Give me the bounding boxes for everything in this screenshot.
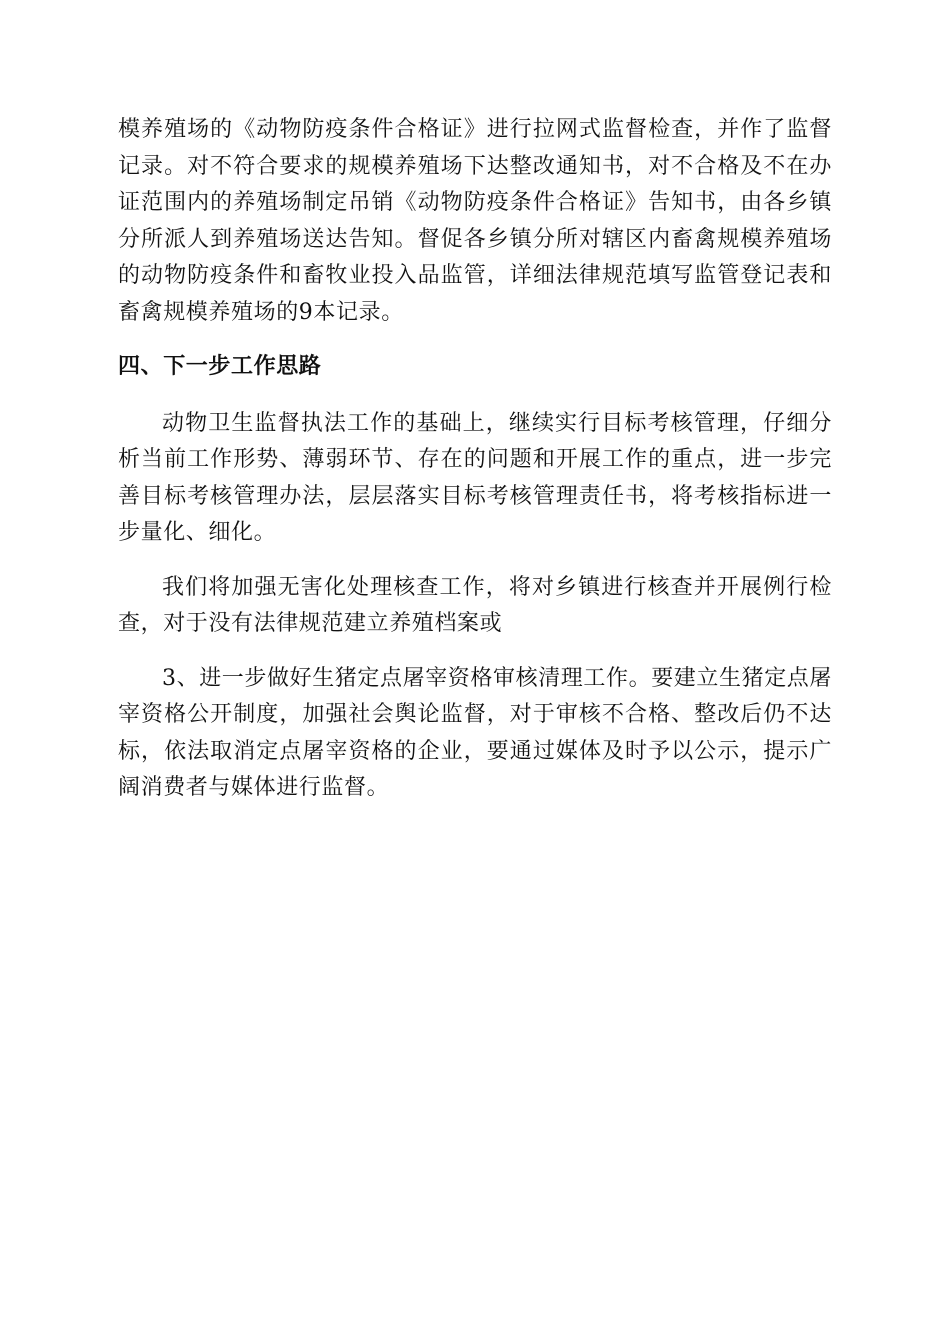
paragraph-slaughter-qualification: 3、进一步做好生猪定点屠宰资格审核清理工作。要建立生猪定点屠宰资格公开制度，加强社会舆论监督，对于审核不合格、整改后仍不达标，依法取消定点屠宰资格的企业，要通过媒体及时予以公示，提示广阔消费者与媒体进行监督。 [118,665,832,800]
paragraph-continued: 模养殖场的《动物防疫条件合格证》进行拉网式监督检查，并作了监督记录。对不符合要求的规模养殖场下达整改通知书，对不合格及不在办证范围内的养殖场制定吊销《动物防疫条件合格证》告知书，由各乡镇分所派人到养殖场送达告知。督促各乡镇分所对辖区内畜禽规模养殖场的动物防疫条件和畜牧业投入品监管，详细法律规范填写监管登记表和畜禽规模养殖场的9本记录。 [118,117,832,325]
paragraph-harmless-treatment: 我们将加强无害化处理核查工作，将对乡镇进行核查并开展例行检查，对于没有法律规范建立养殖档案或 [118,574,832,636]
document-body [118,112,832,825]
section-heading: 四、下一步工作思路 [118,354,322,379]
paragraph-work-plan: 动物卫生监督执法工作的基础上，继续实行目标考核管理，仔细分析当前工作形势、薄弱环节、存在的问题和开展工作的重点，进一步完善目标考核管理办法，层层落实目标考核管理责任书，将考核指标进一步量化、细化。 [118,410,832,545]
